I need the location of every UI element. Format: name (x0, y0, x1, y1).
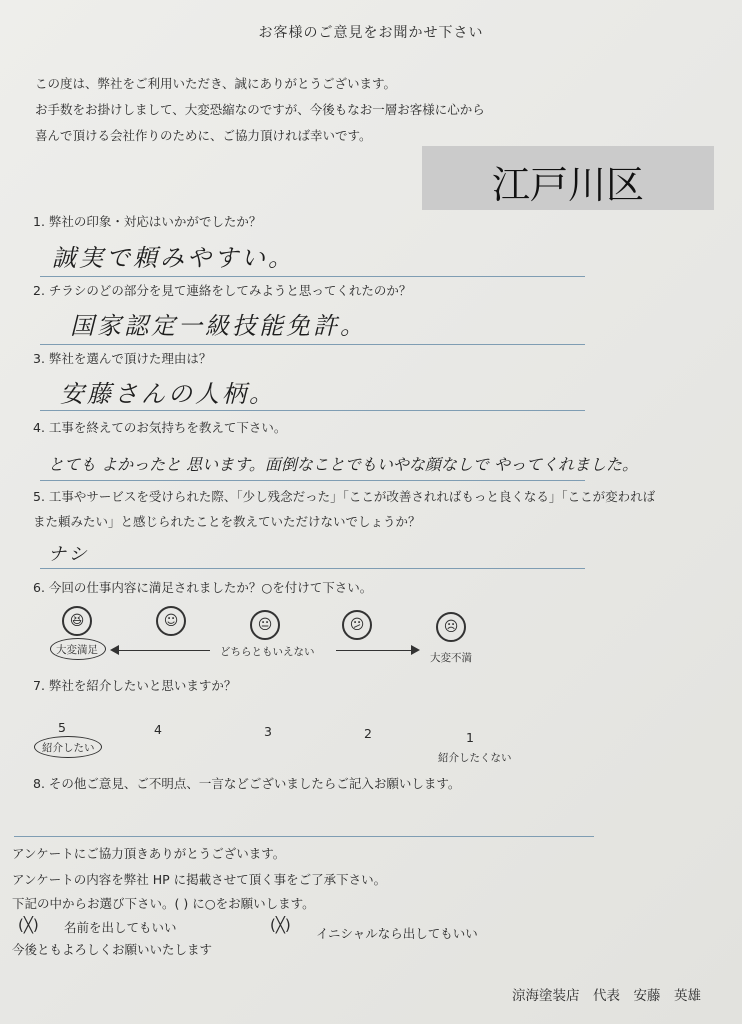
very-dissatisfied-label: 大変不満 (430, 652, 472, 664)
option-name-label: 名前を出してもいい (64, 920, 177, 935)
question-8: 8. その他ご意見、ご不明点、一言などございましたらご記入お願いします。 (33, 776, 461, 791)
answer-5-line (40, 568, 585, 569)
ward-label: 江戸川区 (491, 165, 644, 207)
recommend-high-label: 紹介したい (42, 742, 95, 754)
question-6: 6. 今回の仕事内容に満足されましたか？○を付けて下さい。 (33, 580, 373, 595)
option-initial-mark: (╳) (270, 916, 291, 934)
footer-permission: アンケートの内容を弊社 HP に掲載させて頂く事をご了承下さい。 (12, 872, 387, 887)
rating-1: 1 (466, 730, 474, 745)
recommend-low-label: 紹介したくない (438, 752, 512, 764)
question-1: 1. 弊社の印象・対応はいかがでしたか？ (33, 214, 262, 229)
face-neutral-icon: 😐 (250, 610, 280, 640)
answer-1: 誠実で頼みやすい。 (52, 244, 295, 272)
footer-instruction: 下記の中からお選び下さい。( ) に○をお願いします。 (12, 896, 315, 911)
answer-3: 安藤さんの人柄。 (60, 380, 276, 408)
company-signature: 涼海塗装店 代表 安藤 英雄 (512, 988, 701, 1004)
arrow-left (112, 650, 210, 651)
face-very-dissatisfied-icon: ☹ (436, 612, 466, 642)
intro-line-3: 喜んで頂ける会社作りのために、ご協力頂ければ幸いです。 (35, 128, 372, 143)
answer-8-line (14, 836, 594, 837)
rating-3: 3 (264, 724, 272, 739)
ward-label-box (422, 146, 714, 210)
answer-4: とても よかったと 思います。面倒なことでもいやな顔なしで やってくれました。 (48, 455, 638, 474)
question-7: 7. 弊社を紹介したいと思いますか？ (33, 678, 237, 693)
rating-4: 4 (154, 722, 162, 737)
question-2: 2. チラシのどの部分を見て連絡をしてみようと思ってくれたのか？ (33, 283, 412, 298)
question-4: 4. 工事を終えてのお気持ちを教えて下さい。 (33, 420, 287, 435)
very-satisfied-label: 大変満足 (56, 644, 98, 656)
face-very-satisfied-icon: 😆 (62, 606, 92, 636)
answer-3-line (40, 410, 585, 411)
intro-line-2: お手数をお掛けしまして、大変恐縮なのですが、今後もなお一層お客様に心から (35, 102, 485, 117)
option-initial-label: イニシャルなら出してもいい (316, 926, 478, 941)
question-5-cont: また頼みたい」と感じられたことを教えていただけないでしょうか？ (33, 514, 421, 529)
option-name-mark: (╳) (18, 916, 39, 934)
arrow-right (336, 650, 418, 651)
answer-1-line (40, 276, 585, 277)
answer-2-line (40, 344, 585, 345)
answer-5: ナシ (48, 544, 90, 565)
page-title: お客様のご意見をお聞かせ下さい (258, 25, 484, 41)
footer-thanks: アンケートにご協力頂きありがとうございます。 (12, 846, 286, 861)
answer-2: 国家認定一級技能免許。 (70, 312, 367, 340)
footer-closing: 今後ともよろしくお願いいたします (12, 942, 213, 957)
answer-4-line (40, 480, 585, 481)
face-satisfied-icon: ☺ (156, 606, 186, 636)
intro-line-1: この度は、弊社をご利用いただき、誠にありがとうございます。 (35, 76, 397, 91)
face-dissatisfied-icon: 😕 (342, 610, 372, 640)
neutral-label: どちらともいえない (220, 646, 315, 658)
question-5: 5. 工事やサービスを受けられた際、「少し残念だった」「ここが改善されればもっと良くなる」「ここが変われば (33, 489, 656, 504)
question-3: 3. 弊社を選んで頂けた理由は？ (33, 351, 212, 366)
rating-5: 5 (58, 720, 66, 735)
rating-2: 2 (364, 726, 372, 741)
